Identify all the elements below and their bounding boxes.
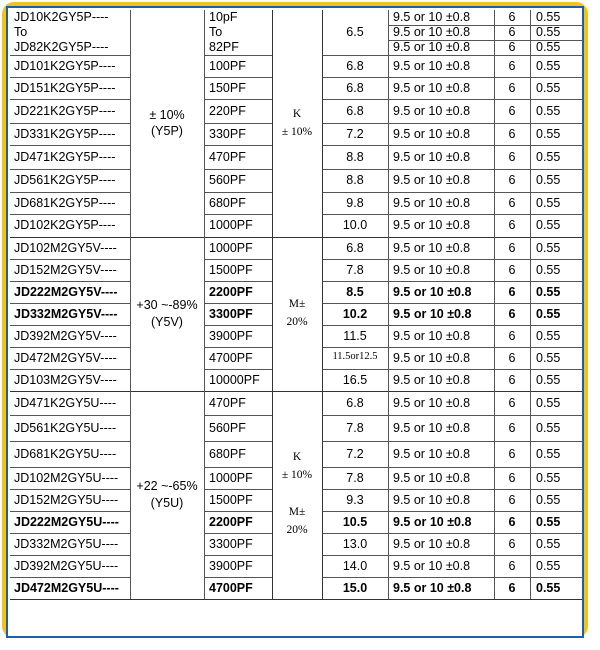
grid-line [204, 145, 272, 146]
part-number: JD472M2GY5U---- [14, 580, 119, 595]
size-spec: 9.5 or 10 ±0.8 [393, 126, 471, 141]
diameter-value: 11.5 [343, 328, 367, 343]
pin-count: 6 [508, 536, 516, 551]
group-divider [10, 391, 582, 392]
grid-line [10, 555, 130, 556]
size-spec: 9.5 or 10 ±0.8 [393, 536, 471, 551]
tolerance-line [272, 484, 322, 502]
size-spec: 9.5 or 10 ±0.8 [393, 10, 471, 24]
diameter-value: 15.0 [342, 580, 368, 595]
tolerance-line: 20% [286, 316, 308, 329]
size-spec: 9.5 or 10 ±0.8 [393, 328, 471, 343]
diameter-value: 7.2 [346, 446, 364, 461]
pin-count: 6 [508, 10, 516, 24]
grid-line [10, 55, 130, 56]
grid-line [204, 169, 272, 170]
grid-line [322, 325, 582, 326]
grid-line [322, 123, 582, 124]
part-number: JD471K2GY5U---- [14, 395, 117, 410]
grid-line [322, 214, 582, 215]
grid-line [322, 369, 582, 370]
grid-line [10, 467, 130, 468]
wire-diameter: 0.55 [536, 350, 561, 365]
grid-line [322, 192, 582, 193]
grid-line [530, 10, 531, 599]
grid-line [10, 99, 130, 100]
wire-diameter: 0.55 [536, 40, 561, 54]
size-spec: 9.5 or 10 ±0.8 [393, 470, 471, 485]
pin-count: 6 [508, 328, 516, 343]
capacitance: 1000PF [209, 470, 253, 485]
part-number: JD471K2GY5P---- [14, 149, 116, 164]
grid-line [204, 214, 272, 215]
wire-diameter: 0.55 [536, 306, 561, 321]
part-number: JD392M2GY5V---- [14, 328, 117, 343]
size-spec: 9.5 or 10 ±0.8 [393, 40, 471, 54]
capacitance: 1000PF [209, 240, 253, 255]
tolerance-label [272, 105, 322, 142]
diameter-value: 8.8 [346, 173, 364, 187]
diameter-value: 13.0 [342, 536, 368, 551]
grid-line [204, 577, 272, 578]
diameter-value: 7.8 [346, 470, 364, 485]
grid-line [10, 347, 130, 348]
grid-line [10, 192, 130, 193]
grid-line [322, 441, 582, 442]
capacitance: 1500PF [209, 262, 253, 277]
size-spec: 9.5 or 10 ±0.8 [393, 492, 471, 507]
grid-line [10, 214, 130, 215]
tolerance-line: 20% [286, 524, 308, 537]
pin-count: 6 [508, 284, 516, 299]
capacitance: 560PF [209, 420, 246, 435]
grid-line [322, 577, 582, 578]
tolerance-line: M± [288, 298, 306, 310]
grid-line [10, 369, 130, 370]
grid-line [322, 489, 582, 490]
wire-diameter: 0.55 [536, 420, 561, 435]
diameter-value: 6.8 [346, 395, 364, 410]
size-spec: 9.5 or 10 ±0.8 [393, 173, 471, 187]
pin-count: 6 [508, 372, 516, 387]
tolerance-label [272, 295, 322, 332]
capacitance: 680PF [209, 195, 246, 210]
diameter-value: 6.8 [346, 58, 364, 73]
part-number: JD392M2GY5U---- [14, 558, 119, 573]
temperature-spec [130, 478, 204, 512]
grid-line [322, 555, 582, 556]
capacitance: To [209, 25, 223, 39]
pin-count: 6 [508, 350, 516, 365]
temperature-spec-line: ± 10% [149, 107, 185, 122]
part-number: JD681K2GY5U---- [14, 446, 117, 461]
pin-count: 6 [508, 240, 516, 255]
grid-line [322, 533, 582, 534]
wire-diameter: 0.55 [536, 470, 561, 485]
capacitance: 100PF [209, 58, 246, 73]
size-spec: 9.5 or 10 ±0.8 [393, 372, 471, 387]
grid-line [204, 192, 272, 193]
grid-line [10, 489, 130, 490]
grid-line [10, 533, 130, 534]
part-number: JD332M2GY5V---- [14, 306, 118, 321]
capacitance: 82PF [209, 40, 239, 54]
group-divider [10, 237, 582, 238]
part-number: JD681K2GY5P---- [14, 195, 116, 210]
pin-count: 6 [508, 514, 516, 529]
grid-line [322, 467, 582, 468]
part-number: JD331K2GY5P---- [14, 126, 116, 141]
wire-diameter: 0.55 [536, 372, 561, 387]
wire-diameter: 0.55 [536, 514, 561, 529]
part-number: JD102M2GY5U---- [14, 470, 119, 485]
tolerance-line: ± 10% [281, 468, 313, 481]
diameter-value: 10.0 [342, 218, 368, 232]
temperature-spec [130, 107, 204, 141]
capacitance: 2200PF [209, 284, 253, 299]
diameter-value: 8.5 [346, 284, 364, 299]
pin-count: 6 [508, 218, 516, 232]
grid-line [204, 281, 272, 282]
diameter-value: 11.5or12.5 [332, 350, 378, 362]
wire-diameter: 0.55 [536, 558, 561, 573]
wire-diameter: 0.55 [536, 536, 561, 551]
wire-diameter: 0.55 [536, 395, 561, 410]
grid-line [204, 555, 272, 556]
diameter-value: 6.8 [346, 240, 364, 255]
pin-count: 6 [508, 558, 516, 573]
size-spec: 9.5 or 10 ±0.8 [393, 395, 471, 410]
grid-line [10, 577, 130, 578]
grid-line [322, 77, 582, 78]
grid-line [204, 415, 272, 416]
part-number: JD152M2GY5V---- [14, 262, 117, 277]
pin-count: 6 [508, 470, 516, 485]
grid-line [204, 369, 272, 370]
pin-count: 6 [508, 446, 516, 461]
part-number: JD102K2GY5P---- [14, 218, 116, 232]
capacitance: 1000PF [209, 218, 253, 232]
size-spec: 9.5 or 10 ±0.8 [393, 420, 471, 435]
temperature-spec-line: (Y5V) [151, 314, 183, 329]
grid-line [204, 303, 272, 304]
tolerance-line: M± [288, 505, 306, 518]
temperature-spec-line: (Y5U) [150, 495, 184, 510]
size-spec: 9.5 or 10 ±0.8 [393, 149, 471, 164]
size-spec: 9.5 or 10 ±0.8 [393, 240, 471, 255]
size-spec: 9.5 or 10 ±0.8 [393, 58, 471, 73]
part-number: JD102M2GY5V---- [14, 240, 117, 255]
grid-line [322, 99, 582, 100]
temperature-spec-line: +22 ~-65% [136, 479, 198, 493]
tolerance-line: K [292, 107, 302, 120]
capacitance: 10pF [209, 10, 238, 24]
wire-diameter: 0.55 [536, 126, 561, 141]
size-spec: 9.5 or 10 ±0.8 [393, 306, 472, 321]
size-spec: 9.5 or 10 ±0.8 [393, 195, 471, 210]
capacitance: 3300PF [209, 306, 253, 321]
wire-diameter: 0.55 [536, 10, 561, 24]
pin-count: 6 [508, 395, 516, 410]
grid-line [204, 347, 272, 348]
temperature-spec-line: (Y5P) [151, 124, 183, 139]
capacitance: 4700PF [209, 350, 253, 365]
tolerance-line: ± 10% [281, 125, 313, 138]
capacitance: 3300PF [209, 536, 253, 551]
grid-line [10, 415, 130, 416]
wire-diameter: 0.55 [536, 240, 561, 255]
pin-count: 6 [508, 306, 516, 321]
size-spec: 9.5 or 10 ±0.8 [393, 103, 471, 118]
grid-line [204, 55, 272, 56]
wire-diameter: 0.55 [536, 218, 561, 232]
part-number: JD561K2GY5U---- [14, 420, 117, 435]
pin-count: 6 [508, 420, 516, 435]
part-number: JD472M2GY5V---- [14, 350, 117, 365]
grid-line [10, 145, 130, 146]
capacitance: 560PF [209, 173, 246, 187]
part-number: JD221K2GY5P---- [14, 103, 116, 118]
group-divider [10, 599, 582, 600]
capacitance: 4700PF [209, 580, 253, 595]
wire-diameter: 0.55 [536, 103, 561, 118]
diameter-value: 10.2 [342, 306, 368, 321]
part-number: JD101K2GY5P---- [14, 58, 116, 73]
wire-diameter: 0.55 [536, 80, 561, 95]
part-number: To [14, 25, 28, 39]
wire-diameter: 0.55 [536, 328, 561, 343]
wire-diameter: 0.55 [536, 195, 561, 210]
part-number: JD222M2GY5V---- [14, 284, 118, 299]
grid-line [10, 511, 130, 512]
wire-diameter: 0.55 [536, 492, 561, 507]
size-spec: 9.5 or 10 ±0.8 [393, 25, 471, 39]
pin-count: 6 [508, 580, 516, 595]
grid-line [322, 145, 582, 146]
diameter-value: 16.5 [342, 372, 368, 387]
grid-line [388, 10, 389, 599]
tolerance-label [272, 448, 322, 540]
temperature-spec [130, 297, 204, 331]
grid-line [10, 441, 130, 442]
pin-count: 6 [508, 103, 516, 118]
capacitance: 1500PF [209, 492, 253, 507]
capacitance: 680PF [209, 446, 246, 461]
grid-line [322, 303, 582, 304]
diameter-value: 9.3 [346, 492, 364, 507]
wire-diameter: 0.55 [536, 262, 561, 277]
wire-diameter: 0.55 [536, 173, 561, 187]
capacitance: 150PF [209, 80, 246, 95]
grid-line [494, 10, 495, 599]
diameter-value: 6.5 [346, 25, 364, 39]
grid-line [204, 10, 205, 599]
part-number: JD103M2GY5V---- [14, 372, 117, 387]
diameter-value: 6.8 [346, 80, 364, 95]
size-spec: 9.5 or 10 ±0.8 [393, 580, 472, 595]
diameter-value: 6.8 [346, 103, 364, 118]
part-number: JD82K2GY5P---- [14, 40, 109, 54]
grid-line [204, 441, 272, 442]
grid-line [10, 77, 130, 78]
capacitance: 3900PF [209, 558, 253, 573]
size-spec: 9.5 or 10 ±0.8 [393, 80, 471, 95]
wire-diameter: 0.55 [536, 284, 561, 299]
diameter-value: 9.8 [346, 195, 364, 210]
grid-line [204, 511, 272, 512]
grid-line [10, 169, 130, 170]
size-spec: 9.5 or 10 ±0.8 [393, 514, 472, 529]
capacitor-spec-table [10, 10, 582, 634]
grid-line [322, 169, 582, 170]
grid-line [204, 533, 272, 534]
pin-count: 6 [508, 195, 516, 210]
pin-count: 6 [508, 492, 516, 507]
grid-line [322, 259, 582, 260]
grid-line [10, 325, 130, 326]
tolerance-line: K [292, 450, 302, 463]
grid-line [204, 259, 272, 260]
capacitance: 470PF [209, 149, 246, 164]
pin-count: 6 [508, 25, 516, 39]
wire-diameter: 0.55 [536, 58, 561, 73]
pin-count: 6 [508, 40, 516, 54]
grid-line [10, 123, 130, 124]
part-number: JD222M2GY5U---- [14, 514, 119, 529]
pin-count: 6 [508, 149, 516, 164]
capacitance: 3900PF [209, 328, 253, 343]
pin-count: 6 [508, 126, 516, 141]
grid-line [272, 10, 273, 599]
size-spec: 9.5 or 10 ±0.8 [393, 218, 471, 232]
grid-line [204, 325, 272, 326]
pin-count: 6 [508, 173, 516, 187]
diameter-value: 7.8 [346, 420, 364, 435]
grid-line [322, 281, 582, 282]
size-spec: 9.5 or 10 ±0.8 [393, 350, 471, 365]
diameter-value: 10.5 [342, 514, 368, 529]
wire-diameter: 0.55 [536, 149, 561, 164]
diameter-value: 7.2 [346, 126, 364, 141]
grid-line [322, 10, 323, 599]
grid-line [204, 123, 272, 124]
grid-line [130, 10, 131, 599]
grid-line [322, 347, 582, 348]
grid-line [322, 55, 582, 56]
temperature-spec-line: +30 ~-89% [136, 298, 198, 312]
wire-diameter: 0.55 [536, 446, 561, 461]
wire-diameter: 0.55 [536, 25, 561, 39]
pin-count: 6 [508, 80, 516, 95]
part-number: JD152M2GY5U---- [14, 492, 119, 507]
grid-line [10, 303, 130, 304]
part-number: JD561K2GY5P---- [14, 173, 116, 187]
capacitance: 330PF [209, 126, 246, 141]
capacitance: 2200PF [209, 514, 253, 529]
grid-line [204, 99, 272, 100]
capacitance: 470PF [209, 395, 246, 410]
diameter-value: 7.8 [346, 262, 364, 277]
pin-count: 6 [508, 262, 516, 277]
grid-line [204, 467, 272, 468]
part-number: JD10K2GY5P---- [14, 10, 109, 24]
diameter-value: 14.0 [342, 558, 368, 573]
diameter-value: 8.8 [346, 149, 364, 164]
grid-line [322, 511, 582, 512]
size-spec: 9.5 or 10 ±0.8 [393, 262, 471, 277]
size-spec: 9.5 or 10 ±0.8 [393, 558, 471, 573]
capacitance: 220PF [209, 103, 246, 118]
grid-line [204, 489, 272, 490]
pin-count: 6 [508, 58, 516, 73]
part-number: JD332M2GY5U---- [14, 536, 119, 551]
size-spec: 9.5 or 10 ±0.8 [393, 446, 471, 461]
grid-line [204, 77, 272, 78]
wire-diameter: 0.55 [536, 580, 561, 595]
size-spec: 9.5 or 10 ±0.8 [393, 284, 472, 299]
grid-line [322, 415, 582, 416]
capacitance: 10000PF [209, 372, 260, 387]
part-number: JD151K2GY5P---- [14, 80, 116, 95]
grid-line [10, 281, 130, 282]
grid-line [10, 259, 130, 260]
